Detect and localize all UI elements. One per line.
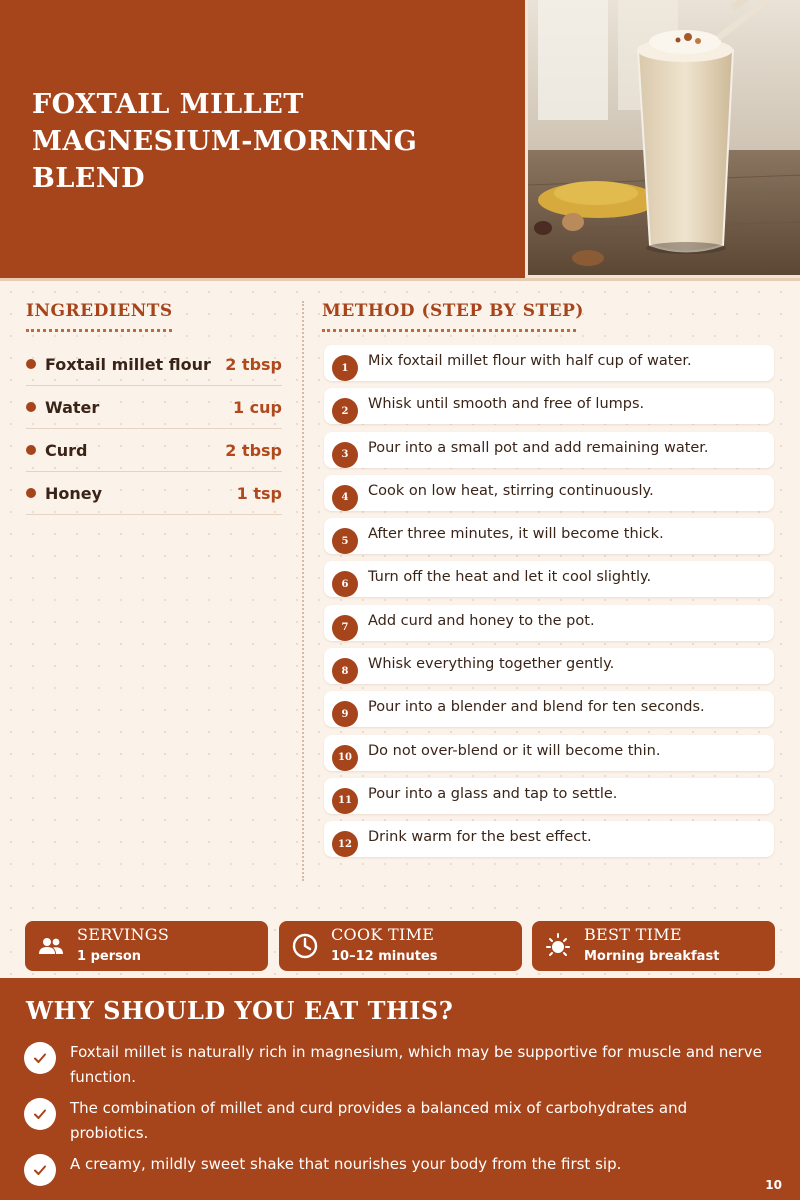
step-number-badge: 10 [332,745,358,771]
step-item [324,648,774,684]
ingredients-underline [26,329,172,332]
ingredient-name: Water [45,397,100,417]
column-divider [302,301,304,881]
reason-text: The combination of millet and curd provides a balanced mix of carbohydrates and probiotics. [70,1099,688,1142]
recipe-stats [25,921,775,973]
stat-value: 10–12 minutes [331,949,438,964]
bullet-dot [26,402,36,412]
recipe-title [32,86,502,197]
step-text: Do not over-blend or it will become thin. [368,742,661,759]
people-icon [37,932,65,960]
ingredient-name: Honey [45,483,103,503]
step-text: Drink warm for the best effect. [368,829,592,846]
reasons-list [24,1040,764,1200]
title-line-3: BLEND [32,163,145,194]
why-heading: WHY SHOULD YOU EAT THIS? [26,996,454,1025]
step-text: Add curd and honey to the pot. [368,612,595,629]
stat-value: Morning breakfast [584,949,720,964]
step-text: After three minutes, it will become thick. [368,526,664,543]
step-number-badge: 2 [332,398,358,424]
ingredient-name: Foxtail millet flour [45,354,211,374]
step-item [324,345,774,381]
reason-item [24,1152,764,1200]
shake-photo [525,0,800,278]
step-number-badge: 4 [332,485,358,511]
step-number-badge: 5 [332,528,358,554]
step-item [324,518,774,554]
step-number-badge: 11 [332,788,358,814]
ingredient-name: Curd [45,440,88,460]
page-number: 10 [765,1178,782,1192]
title-line-2: MAGNESIUM-MORNING [32,126,418,157]
stat-label: COOK TIME [331,925,435,944]
step-item [324,561,774,597]
ingredient-item [26,343,282,386]
ingredient-qty: 1 tsp [236,483,282,503]
ingredient-item [26,429,282,472]
step-item [324,735,774,771]
sun-icon [544,932,572,960]
why-section [0,978,800,1200]
reason-item [24,1096,764,1146]
ingredient-item [26,386,282,429]
step-item [324,388,774,424]
step-text: Pour into a blender and blend for ten seconds. [368,699,705,716]
check-icon [24,1042,56,1074]
step-text: Whisk everything together gently. [368,656,615,673]
header-banner [0,0,800,278]
bullet-dot [26,488,36,498]
ingredient-qty: 2 tbsp [225,440,282,460]
reason-text: A creamy, mildly sweet shake that nourishes your body from the first sip. [70,1155,622,1173]
reason-item [24,1040,764,1090]
bullet-dot [26,445,36,455]
ingredient-item [26,472,282,515]
step-text: Pour into a small pot and add remaining water. [368,439,709,456]
recipe-body [0,278,800,978]
ingredient-qty: 2 tbsp [225,354,282,374]
best-time-card [532,921,775,971]
title-line-1: FOXTAIL MILLET [32,89,304,120]
step-item [324,432,774,468]
method-steps [324,345,774,865]
reason-text: Foxtail millet is naturally rich in magnesium, which may be supportive for muscle and nerve function. [70,1043,762,1086]
stat-value: 1 person [77,949,142,964]
ingredient-qty: 1 cup [232,397,282,417]
step-text: Cook on low heat, stirring continuously. [368,482,654,499]
step-number-badge: 8 [332,658,358,684]
step-number-badge: 1 [332,355,358,381]
step-number-badge: 6 [332,571,358,597]
cook-time-card [279,921,522,971]
stat-label: BEST TIME [584,925,682,944]
bullet-dot [26,359,36,369]
step-item [324,778,774,814]
step-item [324,605,774,641]
step-text: Mix foxtail millet flour with half cup of water. [368,353,692,369]
ingredients-list [26,343,282,515]
check-icon [24,1098,56,1130]
servings-card [25,921,268,971]
step-number-badge: 12 [332,831,358,857]
step-number-badge: 3 [332,442,358,468]
ingredients-heading: INGREDIENTS [26,301,173,321]
check-icon [24,1154,56,1186]
method-underline [322,329,576,332]
step-number-badge: 7 [332,615,358,641]
step-number-badge: 9 [332,701,358,727]
clock-icon [291,932,319,960]
method-heading: METHOD (STEP BY STEP) [322,301,584,321]
stat-label: SERVINGS [77,925,170,944]
step-item [324,475,774,511]
step-item [324,691,774,727]
step-text: Whisk until smooth and free of lumps. [368,396,645,413]
step-text: Turn off the heat and let it cool slightly. [368,569,652,586]
step-item [324,821,774,857]
step-text: Pour into a glass and tap to settle. [368,785,618,802]
